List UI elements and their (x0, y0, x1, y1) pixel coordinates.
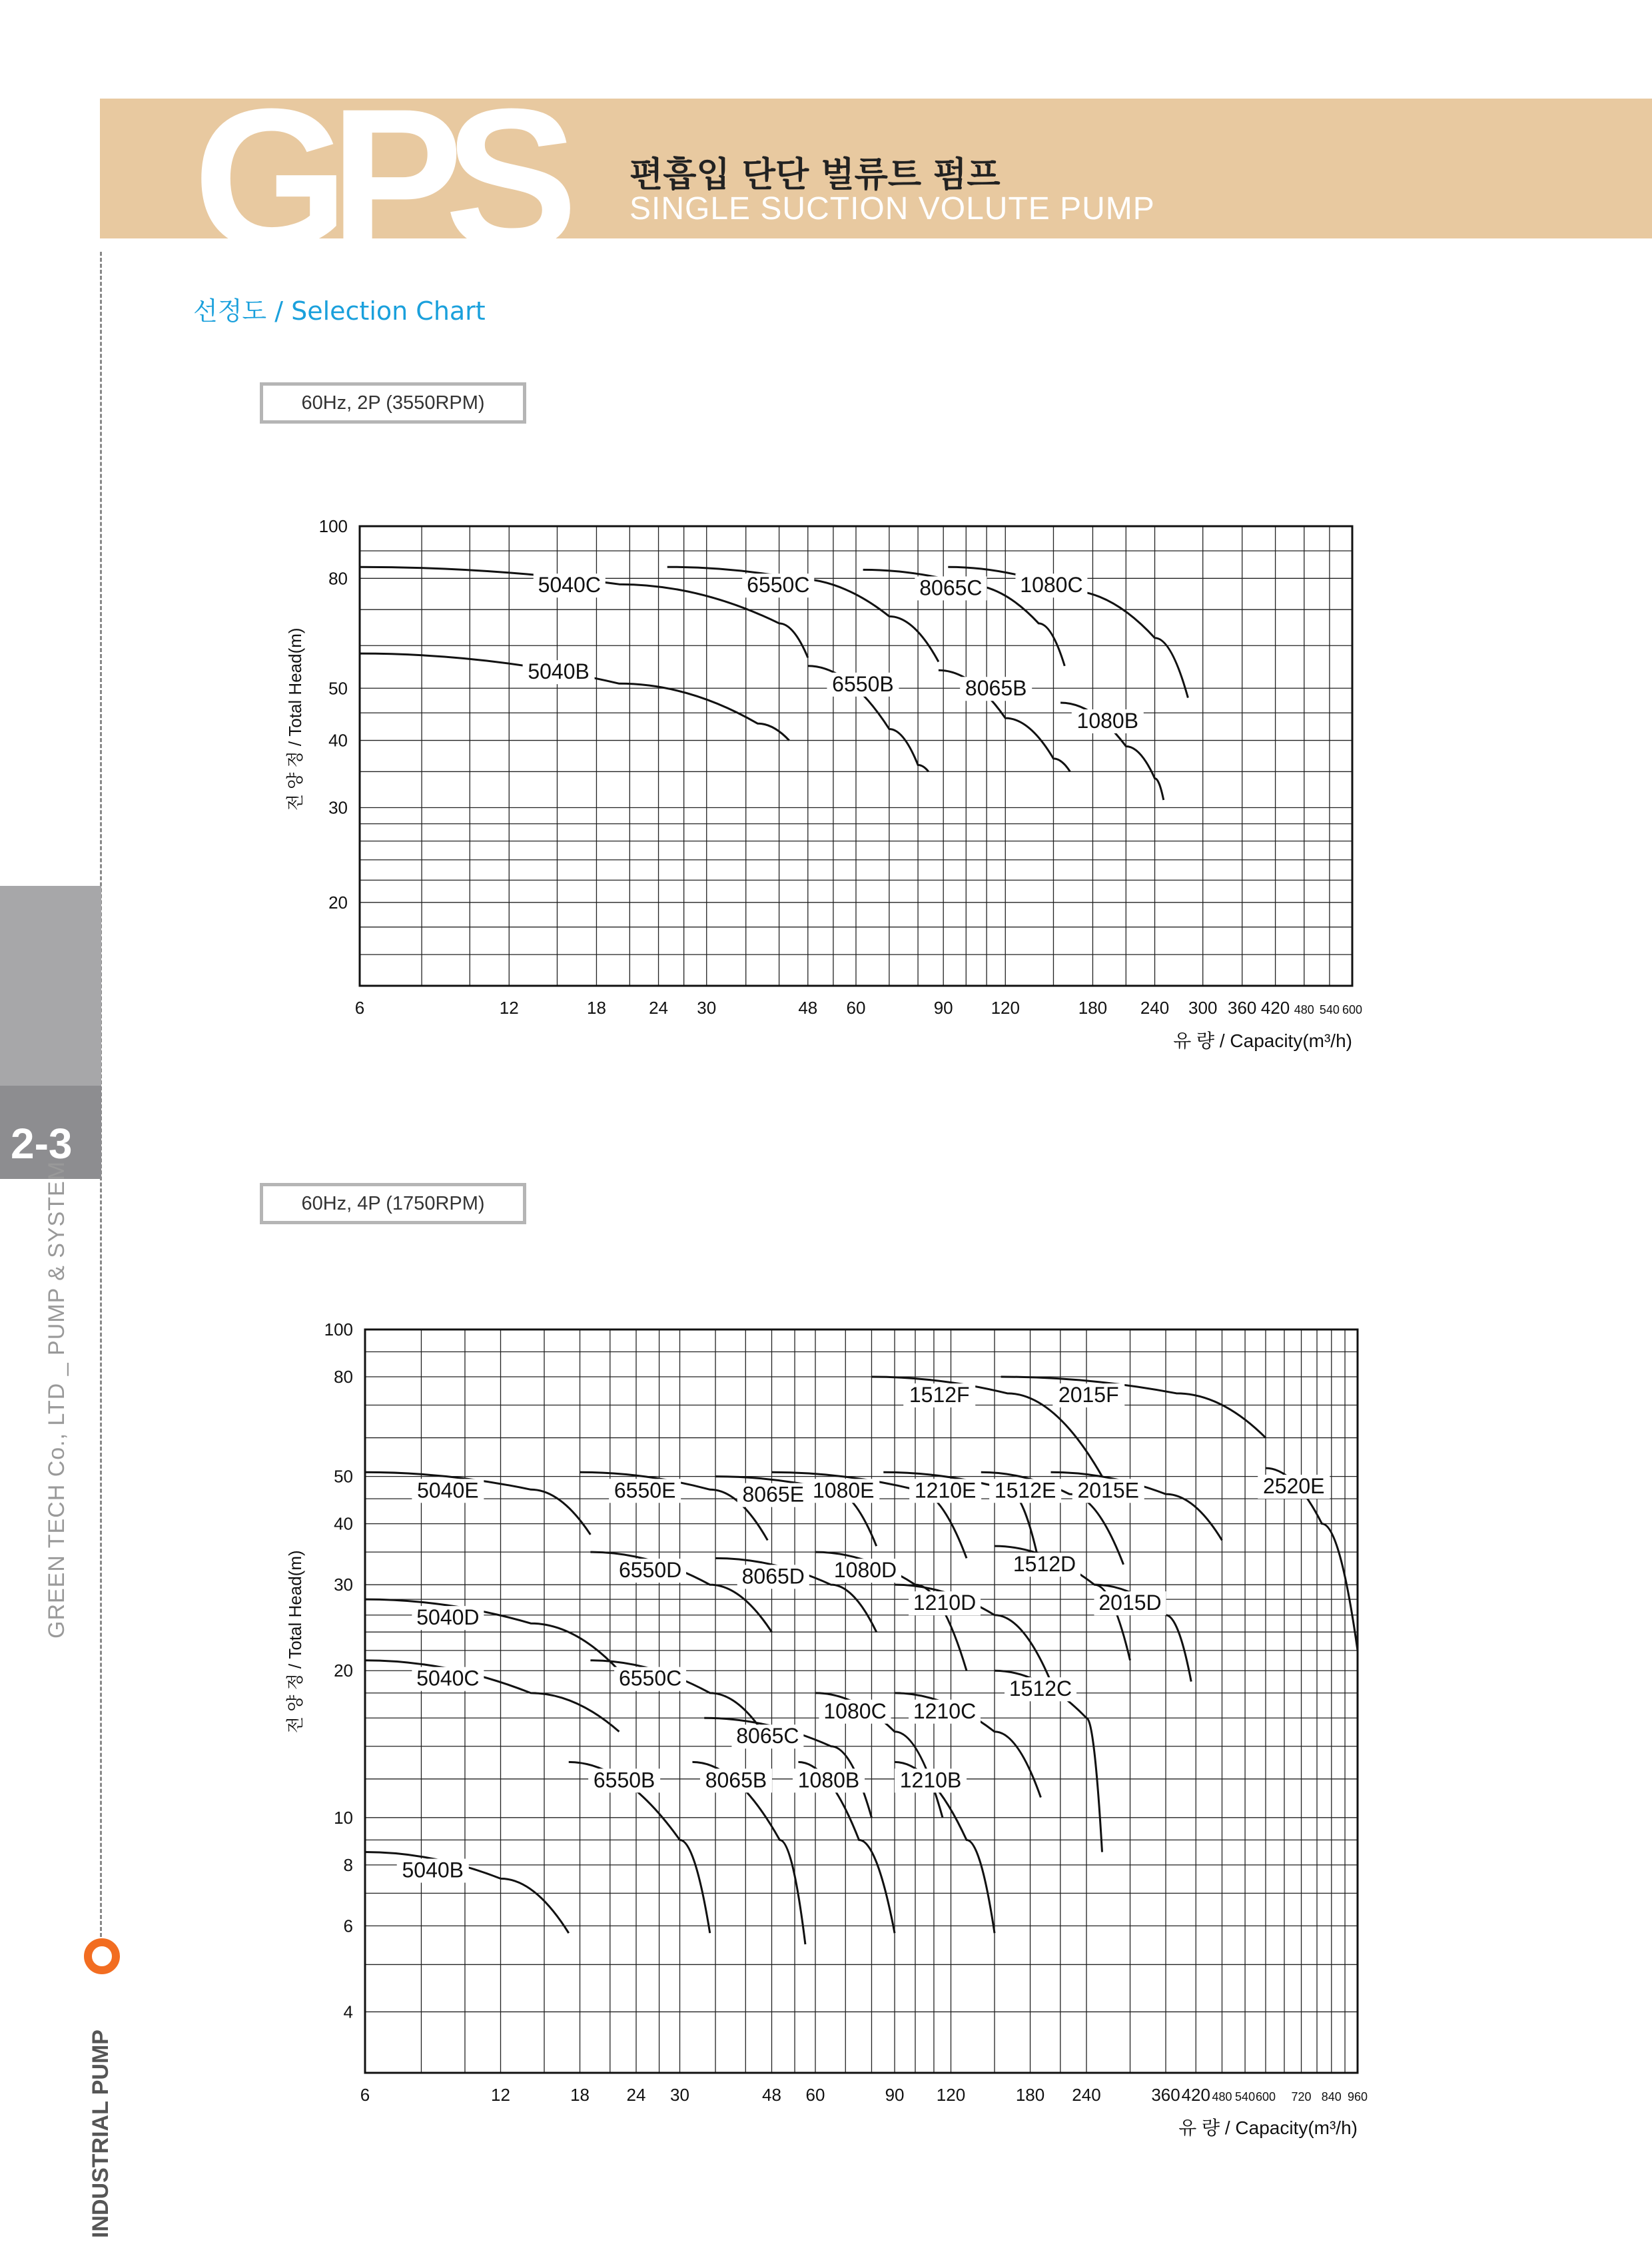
series-label: 6550B (832, 671, 894, 696)
y-tick-label: 20 (328, 892, 348, 913)
series-label: 8065E (742, 1482, 805, 1507)
y-tick-label: 80 (334, 1367, 353, 1387)
series-line (1001, 1377, 1266, 1438)
y-tick-label: 30 (328, 797, 348, 818)
y-axis-label: 전 양 정 / Total Head(m) (285, 627, 305, 811)
series-label: 5040B (402, 1858, 464, 1882)
series-label: 5040D (416, 1605, 480, 1630)
chart-2-rpm-box: 60Hz, 4P (1750RPM) (260, 1183, 526, 1224)
x-tick-label: 12 (491, 2085, 510, 2105)
y-tick-label: 100 (318, 516, 348, 536)
x-tick-label: 360 (1228, 998, 1257, 1018)
x-tick-label: 48 (762, 2085, 781, 2105)
y-tick-label: 80 (328, 568, 348, 589)
x-tick-label: 18 (586, 998, 606, 1018)
y-tick-label: 50 (328, 678, 348, 699)
brand-logo: GPS (193, 67, 560, 290)
x-tick-label: 240 (1072, 2085, 1101, 2105)
x-tick-label: 480 (1212, 2090, 1232, 2103)
series-label: 1080B (1076, 708, 1139, 733)
x-tick-label: 120 (991, 998, 1020, 1018)
x-tick-label: 300 (1188, 998, 1218, 1018)
x-tick-label: 48 (798, 998, 818, 1018)
series-label: 5040B (528, 659, 590, 684)
series-label: 8065D (741, 1564, 805, 1589)
x-tick-label: 90 (933, 998, 953, 1018)
selection-chart-4p (266, 1299, 1399, 2151)
x-tick-label: 600 (1342, 1003, 1363, 1016)
x-tick-label: 180 (1015, 2085, 1045, 2105)
series-label: 1080E (812, 1478, 875, 1503)
x-tick-label: 720 (1291, 2090, 1312, 2103)
series-label: 8065B (965, 676, 1027, 701)
x-tick-label: 60 (846, 998, 866, 1018)
series-label: 5040C (538, 573, 601, 597)
x-tick-label: 600 (1255, 2090, 1276, 2103)
x-tick-label: 24 (626, 2085, 646, 2105)
y-tick-label: 100 (324, 1319, 353, 1339)
section-title: 선정도 / Selection Chart (193, 296, 486, 326)
ring-icon (84, 1938, 120, 1974)
series-label: 8065C (736, 1724, 799, 1748)
x-tick-label: 30 (697, 998, 717, 1018)
x-axis-label: 유 량 / Capacity(m³/h) (1178, 2117, 1358, 2138)
x-tick-label: 180 (1078, 998, 1108, 1018)
y-tick-label: 8 (343, 1854, 353, 1875)
series-label: 1512C (1009, 1677, 1072, 1701)
y-tick-label: 4 (343, 2002, 353, 2022)
chart-1-rpm-box: 60Hz, 2P (3550RPM) (260, 382, 526, 424)
x-tick-label: 420 (1260, 998, 1290, 1018)
x-tick-label: 6 (354, 998, 365, 1018)
series-label: 1512F (909, 1383, 970, 1407)
series-label: 1080C (1020, 573, 1083, 597)
series-line (365, 1599, 619, 1671)
series-label: 1210D (913, 1591, 977, 1615)
series-label: 6550D (618, 1558, 682, 1583)
x-tick-label: 480 (1294, 1003, 1314, 1016)
series-label: 1080C (823, 1698, 887, 1723)
y-tick-label: 50 (334, 1466, 353, 1487)
x-tick-label: 540 (1235, 2090, 1256, 2103)
x-tick-label: 90 (885, 2085, 905, 2105)
x-tick-label: 840 (1321, 2090, 1342, 2103)
company-name: GREEN TECH Co., LTD _ PUMP & SYSTEM (44, 1160, 69, 1639)
y-tick-label: 30 (334, 1575, 353, 1595)
x-tick-label: 60 (805, 2085, 825, 2105)
series-label: 8065B (705, 1768, 767, 1792)
series-label: 5040E (417, 1478, 479, 1503)
x-tick-label: 6 (360, 2085, 370, 2105)
series-label: 5040C (416, 1666, 480, 1691)
series-label: 6550C (618, 1666, 682, 1691)
series-label: 1512E (994, 1478, 1056, 1503)
series-label: 6550C (747, 573, 810, 597)
title-english: SINGLE SUCTION VOLUTE PUMP (629, 191, 1155, 226)
series-label: 2015D (1098, 1591, 1162, 1615)
page-number: 2-3 (11, 1120, 73, 1168)
series-label: 1080D (833, 1558, 897, 1583)
series-label: 6550E (614, 1478, 676, 1503)
series-label: 8065C (919, 575, 983, 600)
category-label: INDUSTRIAL PUMP (88, 2030, 113, 2238)
x-axis-label: 유 량 / Capacity(m³/h) (1173, 1030, 1352, 1051)
y-tick-label: 40 (334, 1513, 353, 1534)
x-tick-label: 12 (499, 998, 519, 1018)
y-tick-label: 40 (328, 730, 348, 751)
x-tick-label: 24 (649, 998, 668, 1018)
series-label: 1210E (914, 1478, 977, 1503)
x-tick-label: 420 (1181, 2085, 1210, 2105)
series-label: 6550B (593, 1768, 655, 1792)
title-korean: 편흡입 단단 벌류트 펌프 (629, 155, 1001, 195)
x-tick-label: 360 (1151, 2085, 1180, 2105)
x-tick-label: 30 (670, 2085, 689, 2105)
series-label: 2520E (1262, 1474, 1325, 1499)
x-tick-label: 120 (936, 2085, 966, 2105)
series-label: 1080B (797, 1768, 860, 1792)
x-tick-label: 960 (1347, 2090, 1368, 2103)
series-label: 1210B (899, 1768, 962, 1792)
x-tick-label: 540 (1319, 1003, 1340, 1016)
series-label: 2015F (1058, 1383, 1119, 1407)
series-label: 2015E (1077, 1478, 1140, 1503)
y-tick-label: 6 (343, 1916, 353, 1936)
y-axis-label: 전 양 정 / Total Head(m) (285, 1550, 305, 1734)
series-label: 1512D (1013, 1552, 1076, 1577)
y-tick-label: 20 (334, 1661, 353, 1681)
x-tick-label: 240 (1140, 998, 1170, 1018)
x-tick-label: 18 (570, 2085, 590, 2105)
y-tick-label: 10 (334, 1807, 353, 1828)
series-label: 1210C (913, 1698, 977, 1723)
selection-chart-2p (266, 493, 1399, 1066)
